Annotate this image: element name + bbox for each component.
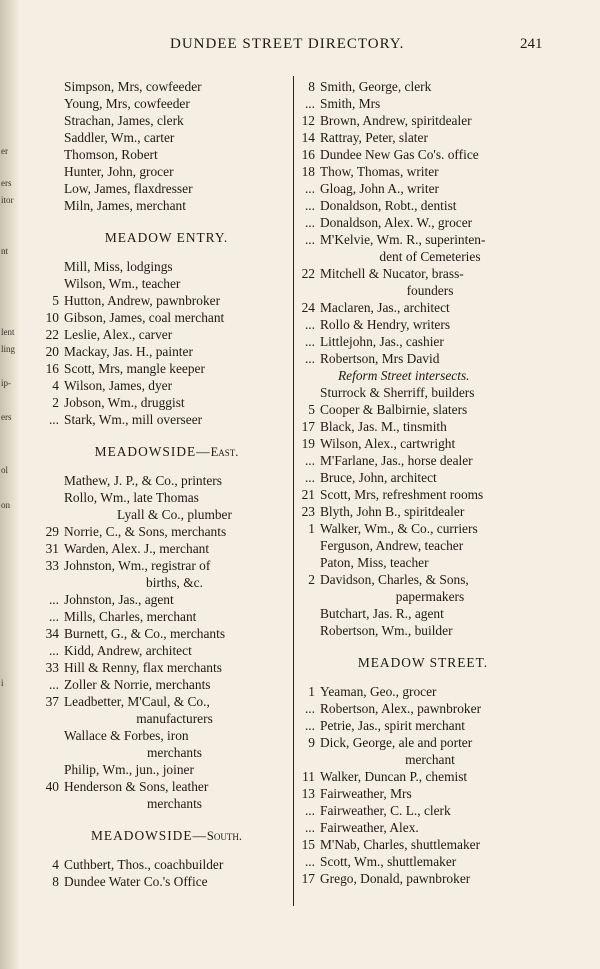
directory-entry: [40, 309, 293, 326]
section-heading-meadow-entry: MEADOW ENTRY.: [104, 230, 229, 245]
house-number: 22: [301, 266, 315, 281]
entry-name: Black, Jas. M., tinsmith: [320, 419, 447, 434]
entry-name: M'Farlane, Jas., horse dealer: [320, 453, 473, 468]
house-number: 33: [45, 660, 59, 675]
house-number: 8: [52, 874, 59, 889]
house-number: ...: [48, 609, 59, 624]
entry-name: Scott, Mrs, mangle keeper: [64, 361, 205, 376]
entry-name: Rollo, Wm., late Thomas: [64, 490, 199, 505]
house-number: 13: [301, 786, 315, 801]
house-number: ...: [304, 232, 315, 247]
intersect-note: [298, 367, 548, 384]
directory-entry: [298, 870, 548, 887]
house-number: ...: [304, 317, 315, 332]
gutter-fragment: ling: [1, 344, 16, 354]
entry-name: Bruce, John, architect: [320, 470, 437, 485]
entry-name: Dundee New Gas Co's. office: [320, 147, 479, 162]
entry-name: Mitchell & Nucator, brass-: [320, 266, 464, 281]
directory-entry: [298, 554, 548, 571]
house-number: 31: [45, 541, 59, 556]
entry-name: Littlejohn, Jas., cashier: [320, 334, 444, 349]
directory-entry: [298, 231, 548, 248]
house-number: 12: [301, 113, 315, 128]
section-heading-meadowside-south: [40, 828, 293, 844]
entry-name: Hill & Renny, flax merchants: [64, 660, 222, 675]
entry-name: Petrie, Jas., spirit merchant: [320, 718, 466, 733]
entry-name: Wilson, Alex., cartwright: [320, 436, 456, 451]
entry-list: [40, 472, 293, 812]
gutter-fragment: ers: [1, 178, 12, 188]
page-title: DUNDEE STREET DIRECTORY.: [170, 36, 405, 52]
entry-continuation-row: [298, 751, 548, 768]
directory-entry: [40, 727, 293, 744]
entry-continuation-row: [298, 282, 548, 299]
entry-name: Yeaman, Geo., grocer: [320, 684, 437, 699]
entry-name: M'Nab, Charles, shuttlemaker: [320, 837, 481, 852]
house-number: ...: [304, 198, 315, 213]
directory-entry: [40, 856, 293, 873]
directory-entry: [40, 761, 293, 778]
directory-entry: [40, 146, 293, 163]
directory-entry: [298, 571, 548, 588]
entry-name: M'Kelvie, Wm. R., superinten-: [320, 232, 486, 247]
directory-entry: [298, 418, 548, 435]
house-number: 18: [301, 164, 315, 179]
directory-entry: [298, 265, 548, 282]
entry-name: Miln, James, merchant: [64, 198, 186, 213]
entry-name: Scott, Mrs, refreshment rooms: [320, 487, 484, 502]
directory-entry: [40, 411, 293, 428]
entry-name: Stark, Wm., mill overseer: [64, 412, 203, 427]
entry-name: Fairweather, C. L., clerk: [320, 803, 451, 818]
entry-name: Henderson & Sons, leather: [64, 779, 209, 794]
entry-name: Leadbetter, M'Caul, & Co.,: [64, 694, 210, 709]
column-divider: [293, 76, 294, 906]
directory-entry: [40, 472, 293, 489]
entry-name: Leslie, Alex., carver: [64, 327, 173, 342]
house-number: ...: [304, 351, 315, 366]
house-number: ...: [304, 96, 315, 111]
house-number: ...: [304, 181, 315, 196]
house-number: 16: [301, 147, 315, 162]
directory-entry: [298, 78, 548, 95]
entry-continuation-row: [40, 744, 293, 761]
entry-name: Mathew, J. P., & Co., printers: [64, 473, 222, 488]
house-number: 34: [45, 626, 59, 641]
entry-list: [40, 78, 293, 214]
heading-sub: East.: [210, 445, 239, 459]
entry-list: [40, 258, 293, 428]
house-number: 29: [45, 524, 59, 539]
directory-entry: [40, 591, 293, 608]
directory-entry: [298, 622, 548, 639]
entry-name: Norrie, C., & Sons, merchants: [64, 524, 227, 539]
directory-entry: [298, 785, 548, 802]
house-number: 15: [301, 837, 315, 852]
house-number: ...: [304, 453, 315, 468]
running-head: [0, 36, 600, 60]
entry-name: Walker, Duncan P., chemist: [320, 769, 468, 784]
entry-name: Wilson, James, dyer: [64, 378, 173, 393]
entry-name: Robertson, Mrs David: [320, 351, 440, 366]
entry-name: Young, Mrs, cowfeeder: [64, 96, 190, 111]
directory-entry: [298, 503, 548, 520]
directory-entry: [40, 394, 293, 411]
directory-entry: [298, 486, 548, 503]
entry-name: Hunter, John, grocer: [64, 164, 174, 179]
directory-entry: [40, 129, 293, 146]
directory-entry: [298, 299, 548, 316]
entry-continuation: merchant: [405, 752, 455, 767]
house-number: 17: [301, 419, 315, 434]
entry-name: Kidd, Andrew, architect: [64, 643, 192, 658]
directory-entry: [40, 112, 293, 129]
directory-entry: [298, 163, 548, 180]
directory-entry: [40, 642, 293, 659]
entry-name: Fairweather, Alex.: [320, 820, 419, 835]
gutter-fragment: ers: [1, 412, 12, 422]
entry-name: Smith, George, clerk: [320, 79, 432, 94]
gutter-fragment: nt: [1, 246, 9, 256]
directory-entry: [40, 326, 293, 343]
house-number: 17: [301, 871, 315, 886]
directory-entry: [298, 333, 548, 350]
directory-entry: [40, 275, 293, 292]
entry-name: Rollo & Hendry, writers: [320, 317, 451, 332]
directory-entry: [40, 292, 293, 309]
entry-name: Johnston, Wm., registrar of: [64, 558, 211, 573]
entry-name: Low, James, flaxdresser: [64, 181, 193, 196]
house-number: 1: [308, 684, 315, 699]
entry-name: Warden, Alex. J., merchant: [64, 541, 210, 556]
house-number: ...: [304, 334, 315, 349]
directory-entry: [40, 360, 293, 377]
house-number: 11: [302, 769, 315, 784]
house-number: 4: [52, 857, 59, 872]
directory-entry: [40, 625, 293, 642]
house-number: 4: [52, 378, 59, 393]
house-number: 1: [308, 521, 315, 536]
entry-name: Simpson, Mrs, cowfeeder: [64, 79, 202, 94]
house-number: ...: [48, 412, 59, 427]
house-number: 23: [301, 504, 315, 519]
entry-name: Burnett, G., & Co., merchants: [64, 626, 226, 641]
directory-entry: [40, 377, 293, 394]
house-number: ...: [48, 592, 59, 607]
entry-name: Butchart, Jas. R., agent: [320, 606, 444, 621]
house-number: 20: [45, 344, 59, 359]
entry-continuation: papermakers: [395, 589, 465, 604]
entry-name: Dick, George, ale and porter: [320, 735, 473, 750]
house-number: 22: [45, 327, 59, 342]
directory-entry: [40, 197, 293, 214]
house-number: 8: [308, 79, 315, 94]
entry-name: Philip, Wm., jun., joiner: [64, 762, 194, 777]
entry-name: Davidson, Charles, & Sons,: [320, 572, 469, 587]
entry-continuation: merchants: [146, 796, 203, 811]
house-number: ...: [304, 718, 315, 733]
directory-entry: [298, 819, 548, 836]
gutter-fragment: i: [1, 678, 4, 688]
entry-name: Donaldson, Robt., dentist: [320, 198, 457, 213]
entry-name: Johnston, Jas., agent: [64, 592, 174, 607]
house-number: 37: [45, 694, 59, 709]
facing-page-gutter: [0, 0, 20, 969]
house-number: 9: [308, 735, 315, 750]
entry-name: Jobson, Wm., druggist: [64, 395, 185, 410]
entry-continuation-row: [40, 574, 293, 591]
entry-name: Fairweather, Mrs: [320, 786, 412, 801]
page-number: 241: [520, 36, 543, 52]
entry-name: Donaldson, Alex. W., grocer: [320, 215, 473, 230]
house-number: ...: [304, 854, 315, 869]
heading-sub: South.: [206, 829, 242, 843]
house-number: ...: [48, 677, 59, 692]
heading-main: MEADOWSIDE—: [94, 444, 211, 459]
directory-entry: [298, 836, 548, 853]
entry-name: Mackay, Jas. H., painter: [64, 344, 193, 359]
entry-name: Ferguson, Andrew, teacher: [320, 538, 464, 553]
directory-entry: [40, 676, 293, 693]
directory-entry: [40, 557, 293, 574]
entry-list: [298, 384, 548, 639]
entry-continuation: births, &c.: [146, 575, 203, 590]
entry-continuation: manufacturers: [136, 711, 213, 726]
directory-entry: [298, 768, 548, 785]
house-number: 16: [45, 361, 59, 376]
entry-name: Zoller & Norrie, merchants: [64, 677, 211, 692]
house-number: ...: [304, 701, 315, 716]
directory-entry: [298, 146, 548, 163]
house-number: 5: [52, 293, 59, 308]
entry-list: [298, 78, 548, 367]
entry-continuation-row: [40, 506, 293, 523]
entry-continuation-row: [298, 248, 548, 265]
gutter-fragment: ip-: [1, 378, 11, 388]
entry-continuation: Lyall & Co., plumber: [117, 507, 232, 522]
house-number: ...: [304, 820, 315, 835]
directory-entry: [298, 180, 548, 197]
entry-name: Walker, Wm., & Co., curriers: [320, 521, 478, 536]
entry-list: [298, 683, 548, 887]
entry-name: Cuthbert, Thos., coachbuilder: [64, 857, 224, 872]
directory-entry: [40, 78, 293, 95]
entry-name: Wallace & Forbes, iron: [64, 728, 189, 743]
heading-main: MEADOWSIDE—: [91, 828, 207, 843]
directory-entry: [40, 608, 293, 625]
entry-name: Mill, Miss, lodgings: [64, 259, 173, 274]
entry-name: Blyth, John B., spiritdealer: [320, 504, 465, 519]
house-number: 24: [301, 300, 315, 315]
directory-entry: [298, 112, 548, 129]
entry-continuation: founders: [406, 283, 454, 298]
house-number: 2: [308, 572, 315, 587]
directory-entry: [298, 214, 548, 231]
directory-entry: [298, 683, 548, 700]
directory-entry: [298, 401, 548, 418]
entry-name: Thomson, Robert: [64, 147, 158, 162]
house-number: 21: [301, 487, 315, 502]
directory-entry: [40, 693, 293, 710]
gutter-fragment: lent: [1, 327, 15, 337]
directory-entry: [40, 540, 293, 557]
directory-entry: [298, 435, 548, 452]
entry-name: Wilson, Wm., teacher: [64, 276, 181, 291]
gutter-fragment: ol: [1, 465, 9, 475]
entry-name: Hutton, Andrew, pawnbroker: [64, 293, 221, 308]
gutter-fragment: on: [1, 500, 10, 510]
entry-name: Rattray, Peter, slater: [320, 130, 428, 145]
house-number: ...: [304, 470, 315, 485]
entry-name: Paton, Miss, teacher: [320, 555, 429, 570]
directory-entry: [298, 605, 548, 622]
entry-list: [40, 856, 293, 890]
directory-entry: [40, 258, 293, 275]
entry-name: Strachan, James, clerk: [64, 113, 184, 128]
directory-entry: [298, 316, 548, 333]
entry-name: Cooper & Balbirnie, slaters: [320, 402, 468, 417]
directory-entry: [298, 717, 548, 734]
house-number: ...: [304, 803, 315, 818]
house-number: 14: [301, 130, 315, 145]
entry-name: Mills, Charles, merchant: [64, 609, 197, 624]
entry-continuation-row: [40, 795, 293, 812]
directory-entry: [298, 384, 548, 401]
directory-entry: [40, 778, 293, 795]
house-number: 33: [45, 558, 59, 573]
house-number: ...: [48, 643, 59, 658]
directory-entry: [40, 180, 293, 197]
left-column: [40, 78, 293, 890]
entry-continuation-row: [40, 710, 293, 727]
directory-entry: [40, 489, 293, 506]
entry-name: Smith, Mrs: [320, 96, 381, 111]
directory-entry: [40, 523, 293, 540]
section-heading-meadowside-east: [40, 444, 293, 460]
entry-name: Grego, Donald, pawnbroker: [320, 871, 471, 886]
entry-name: Thow, Thomas, writer: [320, 164, 439, 179]
directory-entry: [298, 802, 548, 819]
entry-continuation-row: [298, 588, 548, 605]
entry-name: Robertson, Alex., pawnbroker: [320, 701, 482, 716]
directory-entry: [40, 343, 293, 360]
directory-entry: [298, 95, 548, 112]
intersect-note-text: Reform Street intersects.: [338, 368, 470, 383]
entry-continuation: merchants: [146, 745, 203, 760]
directory-entry: [298, 129, 548, 146]
directory-entry: [298, 853, 548, 870]
directory-entry: [40, 659, 293, 676]
directory-entry: [298, 197, 548, 214]
gutter-fragment: itor: [1, 195, 14, 205]
entry-name: Saddler, Wm., carter: [64, 130, 175, 145]
directory-entry: [298, 469, 548, 486]
entry-name: Scott, Wm., shuttlemaker: [320, 854, 457, 869]
house-number: 5: [308, 402, 315, 417]
gutter-fragment: er: [1, 146, 8, 156]
entry-name: Brown, Andrew, spiritdealer: [320, 113, 472, 128]
house-number: 19: [301, 436, 315, 451]
directory-entry: [298, 350, 548, 367]
house-number: 40: [45, 779, 59, 794]
house-number: ...: [304, 215, 315, 230]
directory-entry: [298, 537, 548, 554]
directory-entry: [40, 873, 293, 890]
directory-entry: [40, 163, 293, 180]
entry-continuation: dent of Cemeteries: [379, 249, 481, 264]
right-column: [298, 78, 548, 887]
directory-entry: [298, 700, 548, 717]
entry-name: Robertson, Wm., builder: [320, 623, 453, 638]
entry-name: Gibson, James, coal merchant: [64, 310, 225, 325]
entry-name: Dundee Water Co.'s Office: [64, 874, 208, 889]
house-number: 2: [52, 395, 59, 410]
section-heading-meadow-street: MEADOW STREET.: [357, 655, 489, 670]
entry-name: Maclaren, Jas., architect: [320, 300, 450, 315]
directory-entry: [298, 734, 548, 751]
directory-entry: [40, 95, 293, 112]
entry-name: Gloag, John A., writer: [320, 181, 440, 196]
house-number: 10: [45, 310, 59, 325]
directory-entry: [298, 452, 548, 469]
entry-name: Sturrock & Sherriff, builders: [320, 385, 475, 400]
directory-entry: [298, 520, 548, 537]
